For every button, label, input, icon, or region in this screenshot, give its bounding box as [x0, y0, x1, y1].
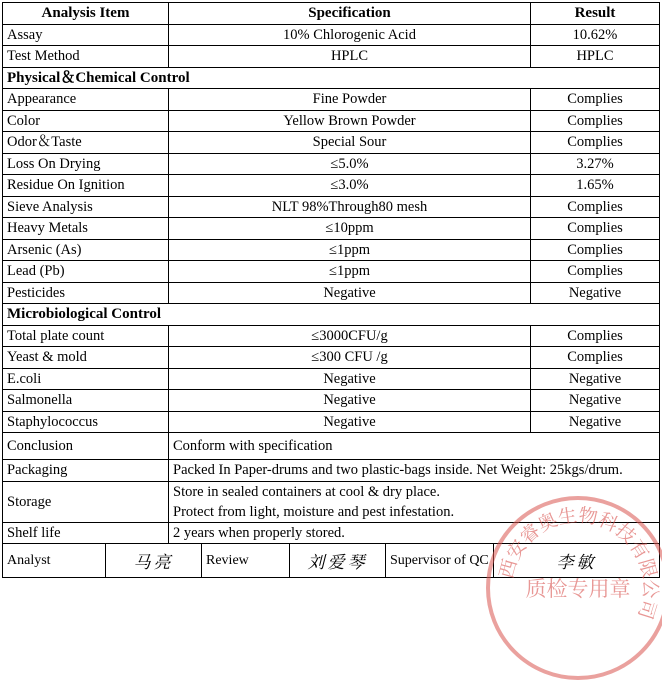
row-result: Complies	[531, 261, 660, 283]
row-spec: ≤3.0%	[169, 175, 531, 197]
row-result: Negative	[531, 282, 660, 304]
row-result: 10.62%	[531, 24, 660, 46]
table-row	[3, 325, 660, 347]
row-item: Salmonella	[3, 390, 169, 412]
row-item: Test Method	[3, 46, 169, 68]
storage-line-2: Protect from light, moisture and pest infestation.	[173, 503, 455, 520]
storage-label: Storage	[3, 481, 169, 522]
review-label: Review	[202, 544, 290, 578]
table-row	[3, 132, 660, 154]
storage-row	[3, 481, 660, 522]
header-analysis-item: Analysis Item	[3, 3, 169, 25]
row-item: Loss On Drying	[3, 153, 169, 175]
table-row	[3, 347, 660, 369]
shelf-life-row	[3, 522, 660, 544]
analysis-table	[2, 2, 660, 544]
shelf-life-text: 2 years when properly stored.	[169, 522, 660, 544]
row-spec: Negative	[169, 390, 531, 412]
row-item: Appearance	[3, 89, 169, 111]
row-result: 1.65%	[531, 175, 660, 197]
section-row-microbiological	[3, 304, 660, 326]
row-spec: Negative	[169, 282, 531, 304]
row-result: Complies	[531, 196, 660, 218]
row-result: Complies	[531, 110, 660, 132]
row-item: Odor＆Taste	[3, 132, 169, 154]
table-row	[3, 196, 660, 218]
section-title-microbiological: Microbiological Control	[3, 304, 660, 326]
header-specification: Specification	[169, 3, 531, 25]
table-row	[3, 390, 660, 412]
table-row	[3, 282, 660, 304]
header-row	[3, 3, 660, 25]
row-spec: Negative	[169, 368, 531, 390]
row-item: Sieve Analysis	[3, 196, 169, 218]
row-spec: Special Sour	[169, 132, 531, 154]
row-item: Arsenic (As)	[3, 239, 169, 261]
storage-line-1: Store in sealed containers at cool & dry place.	[173, 483, 440, 500]
row-spec: 10% Chlorogenic Acid	[169, 24, 531, 46]
row-result: Complies	[531, 325, 660, 347]
row-item: Lead (Pb)	[3, 261, 169, 283]
row-result: 3.27%	[531, 153, 660, 175]
packaging-row	[3, 460, 660, 482]
table-row	[3, 261, 660, 283]
row-spec: ≤1ppm	[169, 239, 531, 261]
seal-ring-text: 西安睿奥生物科技有限公司	[495, 504, 662, 622]
table-row	[3, 175, 660, 197]
row-item: Color	[3, 110, 169, 132]
row-spec: Yellow Brown Powder	[169, 110, 531, 132]
table-row	[3, 46, 660, 68]
section-title-physical: Physical＆Chemical Control	[3, 67, 660, 89]
row-item: Yeast & mold	[3, 347, 169, 369]
row-spec: Fine Powder	[169, 89, 531, 111]
shelf-life-label: Shelf life	[3, 522, 169, 544]
packaging-text: Packed In Paper-drums and two plastic-bags inside. Net Weight: 25kgs/drum.	[169, 460, 660, 482]
conclusion-row	[3, 433, 660, 460]
table-row	[3, 239, 660, 261]
row-spec: ≤5.0%	[169, 153, 531, 175]
row-spec: ≤1ppm	[169, 261, 531, 283]
row-result: Negative	[531, 390, 660, 412]
row-spec: Negative	[169, 411, 531, 433]
analyst-label: Analyst	[3, 544, 106, 578]
row-result: Complies	[531, 132, 660, 154]
row-spec: ≤3000CFU/g	[169, 325, 531, 347]
header-result: Result	[531, 3, 660, 25]
row-result: Negative	[531, 368, 660, 390]
conclusion-text: Conform with specification	[169, 433, 660, 460]
row-item: Heavy Metals	[3, 218, 169, 240]
row-item: Staphylococcus	[3, 411, 169, 433]
section-row-physical	[3, 67, 660, 89]
row-spec: NLT 98%Through80 mesh	[169, 196, 531, 218]
table-row	[3, 24, 660, 46]
row-result: Complies	[531, 239, 660, 261]
table-row	[3, 110, 660, 132]
row-item: Pesticides	[3, 282, 169, 304]
row-result: Complies	[531, 347, 660, 369]
seal-center-text: 质检专用章	[525, 577, 631, 601]
table-row	[3, 368, 660, 390]
row-spec: HPLC	[169, 46, 531, 68]
row-result: Complies	[531, 89, 660, 111]
analyst-signature: 马亮	[106, 544, 202, 578]
row-spec: ≤10ppm	[169, 218, 531, 240]
table-row	[3, 153, 660, 175]
signature-table	[2, 543, 660, 578]
row-item: E.coli	[3, 368, 169, 390]
review-signature: 刘爱琴	[290, 544, 386, 578]
row-result: HPLC	[531, 46, 660, 68]
table-row	[3, 89, 660, 111]
conclusion-label: Conclusion	[3, 433, 169, 460]
row-item: Total plate count	[3, 325, 169, 347]
table-row	[3, 218, 660, 240]
table-row	[3, 411, 660, 433]
supervisor-signature: 李敏	[494, 544, 660, 578]
row-spec: ≤300 CFU /g	[169, 347, 531, 369]
storage-text	[169, 481, 660, 522]
row-item: Assay	[3, 24, 169, 46]
signature-row	[3, 544, 660, 578]
packaging-label: Packaging	[3, 460, 169, 482]
certificate-of-analysis	[2, 2, 659, 578]
row-item: Residue On Ignition	[3, 175, 169, 197]
supervisor-label: Supervisor of QC	[386, 544, 494, 578]
row-result: Negative	[531, 411, 660, 433]
row-result: Complies	[531, 218, 660, 240]
